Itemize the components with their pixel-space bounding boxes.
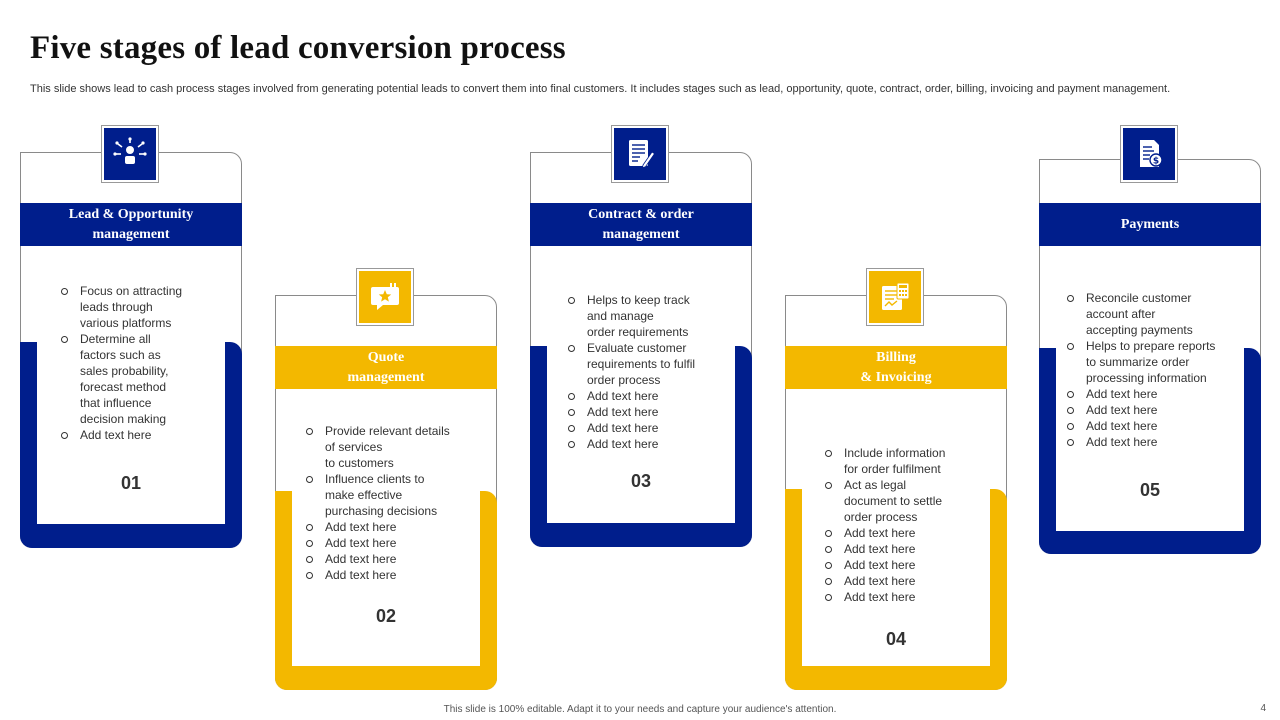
list-item: Determine all factors such as sales probability, forecast method that influence decision making [61, 331, 231, 427]
payment-receipt-icon [1121, 126, 1177, 182]
list-item: Act as legal document to settle order process [825, 477, 999, 525]
list-item: Add text here [1067, 434, 1259, 450]
list-item: Add text here [306, 551, 486, 567]
list-item: Reconcile customer account after accepting payments [1067, 290, 1259, 338]
list-item: Add text here [306, 535, 486, 551]
list-item: Add text here [825, 573, 999, 589]
list-item: Add text here [1067, 402, 1259, 418]
stage-bullets [1067, 290, 1259, 450]
stage-bullets [61, 283, 231, 443]
list-item: Add text here [825, 589, 999, 605]
stage-number: 04 [885, 629, 907, 649]
stage-number: 02 [375, 606, 397, 626]
slide-footer: This slide is 100% editable. Adapt it to your needs and capture your audience's attention. [443, 704, 837, 715]
stage-number: 01 [120, 473, 142, 493]
lead-network-icon [102, 126, 158, 182]
stage-card-03 [530, 126, 752, 547]
stage-bullets [306, 423, 486, 583]
stage-card-02 [275, 269, 497, 690]
stage-card-01 [20, 126, 242, 548]
stage-number: 03 [630, 471, 652, 491]
list-item: Helps to prepare reports to summarize order processing information [1067, 338, 1259, 386]
slide-title: Five stages of lead conversion process [30, 30, 566, 66]
list-item: Influence clients to make effective purchasing decisions [306, 471, 486, 519]
stage-bullets [568, 292, 744, 452]
quote-chat-icon [357, 269, 413, 325]
stage-title: Contract & order management [530, 203, 752, 246]
stage-title: Lead & Opportunity management [20, 203, 242, 246]
svg-text:$: $ [1152, 156, 1160, 167]
list-item: Add text here [568, 436, 744, 452]
stage-bullets [825, 445, 999, 605]
list-item: Add text here [568, 404, 744, 420]
stage-title: Payments [1039, 203, 1261, 246]
list-item: Add text here [1067, 418, 1259, 434]
stage-card-05 [1039, 126, 1261, 554]
list-item: Include information for order fulfilment [825, 445, 999, 477]
list-item: Provide relevant details of services to customers [306, 423, 486, 471]
stage-title: Quote management [275, 346, 497, 389]
list-item: Add text here [568, 420, 744, 436]
invoice-calculator-icon [867, 269, 923, 325]
list-item: Add text here [568, 388, 744, 404]
list-item: Helps to keep track and manage order requirements [568, 292, 744, 340]
list-item: Evaluate customer requirements to fulfil order process [568, 340, 744, 388]
contract-document-icon [612, 126, 668, 182]
list-item: Add text here [825, 541, 999, 557]
slide-subtitle: This slide shows lead to cash process stages involved from generating potential leads to convert them into final customers. It includes stages such as lead, opportunity, quote, contract, order, billing, invoicing and payment management. [30, 83, 1171, 95]
list-item: Add text here [1067, 386, 1259, 402]
stage-number: 05 [1139, 480, 1161, 500]
list-item: Add text here [306, 519, 486, 535]
list-item: Add text here [61, 427, 231, 443]
list-item: Focus on attracting leads through various platforms [61, 283, 231, 331]
list-item: Add text here [306, 567, 486, 583]
list-item: Add text here [825, 557, 999, 573]
stage-title: Billing & Invoicing [785, 346, 1007, 389]
stage-card-04 [785, 269, 1007, 690]
page-number: 4 [1260, 703, 1266, 714]
list-item: Add text here [825, 525, 999, 541]
